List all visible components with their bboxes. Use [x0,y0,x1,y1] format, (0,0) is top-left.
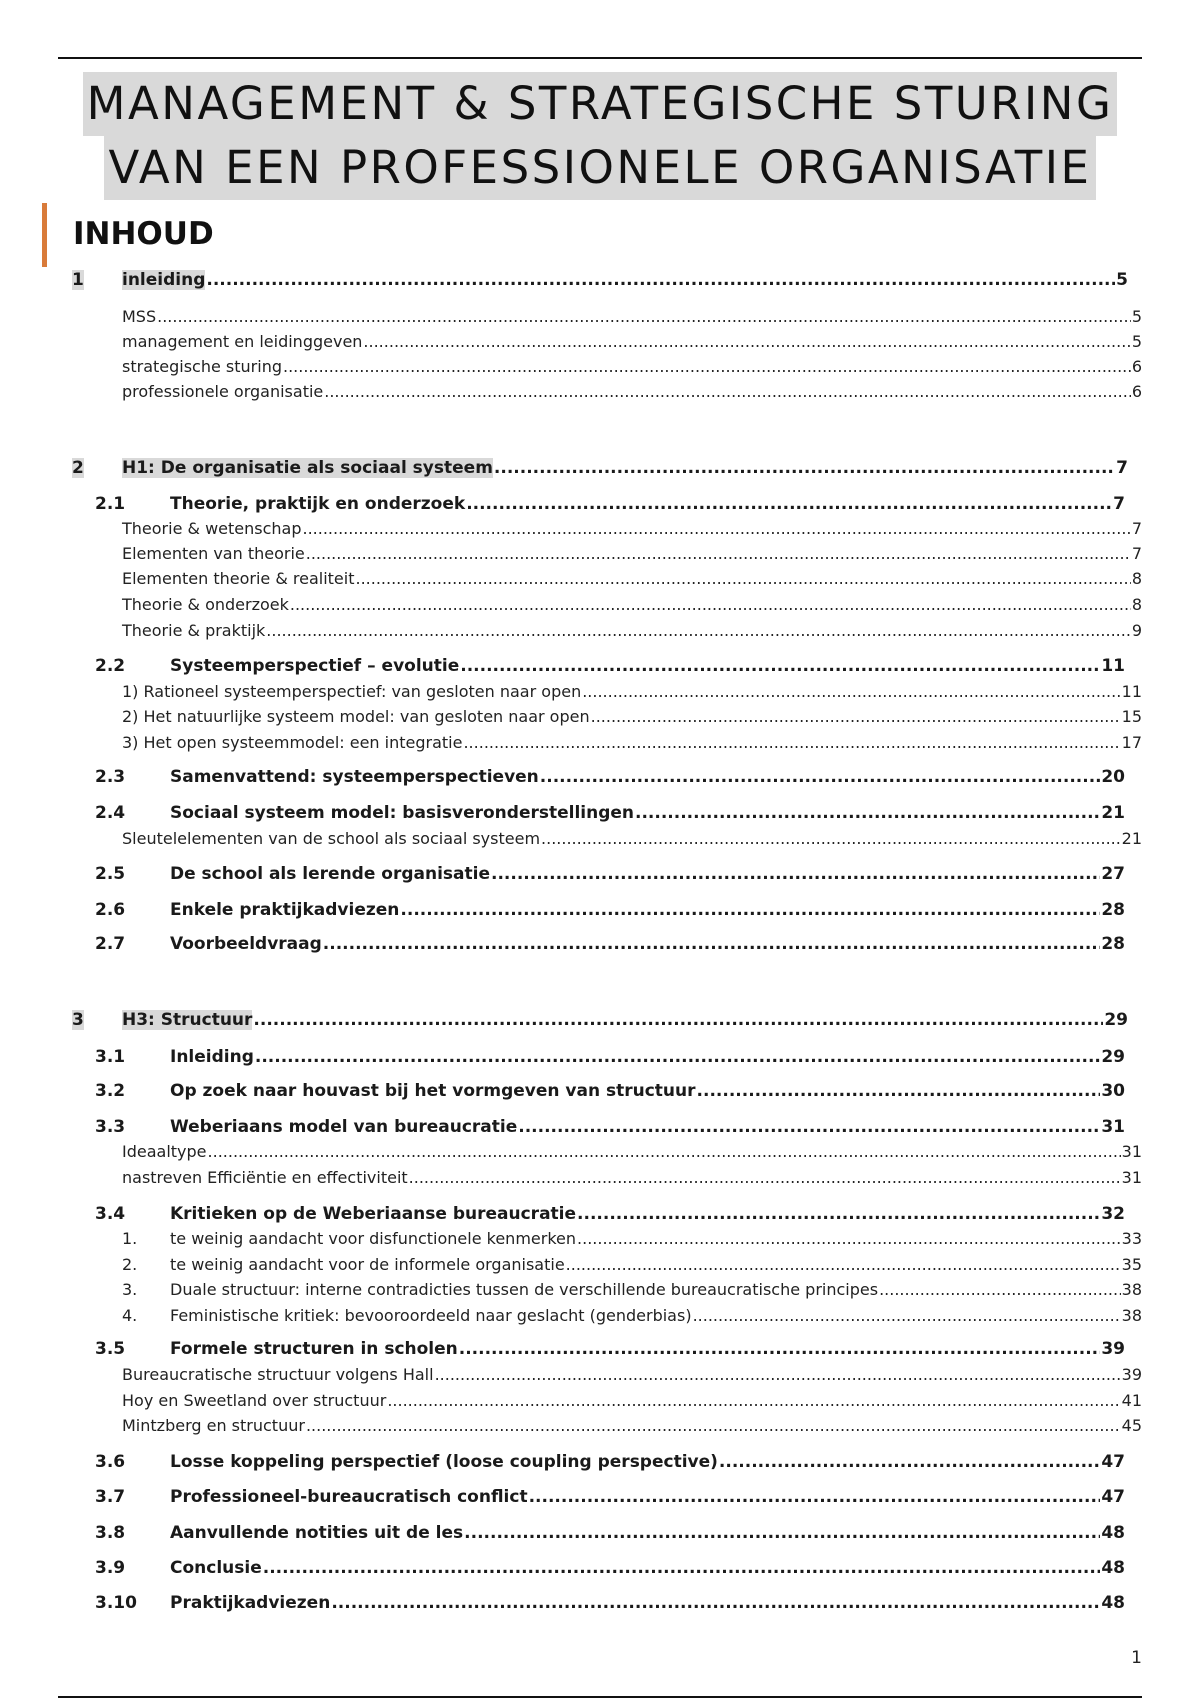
toc-section[interactable] [95,803,1125,823]
toc-page: 35 [1121,1255,1142,1274]
toc-label: Systeemperspectief – evolutie [170,656,460,676]
toc-page: 48 [1101,1558,1125,1578]
toc-section[interactable] [95,900,1125,920]
toc-section[interactable] [95,1487,1125,1507]
toc-label: Voorbeeldvraag [170,934,322,954]
toc-item[interactable] [122,1365,1142,1384]
toc-page: 27 [1101,864,1125,884]
heading-accent-bar [42,203,47,267]
toc-page: 41 [1121,1391,1142,1410]
toc-number: 2.1 [95,494,126,514]
toc-label: Theorie & praktijk [122,621,266,640]
toc-number: 2.2 [95,656,126,676]
toc-page: 7 [1113,494,1125,514]
toc-label: 3) Het open systeemmodel: een integratie [122,733,463,752]
toc-item[interactable] [122,1168,1142,1187]
toc-label: Bureaucratische structuur volgens Hall [122,1365,434,1384]
toc-item[interactable] [122,1229,1142,1248]
title-line-1: MANAGEMENT & STRATEGISCHE STURING [83,72,1118,136]
toc-page: 9 [1131,621,1142,640]
toc-label: Hoy en Sweetland over structuur [122,1391,387,1410]
toc-section[interactable] [95,1593,1125,1613]
toc-label: Theorie, praktijk en onderzoek [170,494,466,514]
toc-label: professionele organisatie [122,382,324,401]
toc-page: 31 [1121,1168,1142,1187]
toc-section[interactable] [95,1452,1125,1472]
toc-number: 3.7 [95,1487,126,1507]
toc-number: 1. [122,1229,138,1248]
toc-number: 2.6 [95,900,126,920]
toc-number: 3.3 [95,1117,126,1137]
toc-section[interactable] [95,767,1125,787]
toc-item[interactable] [122,1142,1142,1161]
toc-item[interactable] [122,1280,1142,1299]
toc-page: 21 [1121,829,1142,848]
toc-label: MSS [122,307,157,326]
top-rule [58,57,1142,59]
toc-page: 47 [1101,1487,1125,1507]
toc-item[interactable] [122,621,1142,640]
toc-number: 3.6 [95,1452,126,1472]
toc-section[interactable] [95,1081,1125,1101]
toc-label: Op zoek naar houvast bij het vormgeven van structuur [170,1081,696,1101]
toc-page: 28 [1101,934,1125,954]
toc-label: Formele structuren in scholen [170,1339,458,1359]
toc-label: Kritieken op de Weberiaanse bureaucratie [170,1204,577,1224]
toc-page: 7 [1116,458,1128,478]
toc-item[interactable] [122,707,1142,726]
toc-page: 38 [1121,1306,1142,1325]
toc-label: Theorie & wetenschap [122,519,302,538]
toc-page: 5 [1116,270,1128,290]
toc-label: management en leidinggeven [122,332,363,351]
section-title: INHOUD [73,216,214,252]
toc-page: 5 [1131,307,1142,326]
toc-item[interactable] [122,544,1142,563]
toc-page: 30 [1101,1081,1125,1101]
toc-page: 48 [1101,1523,1125,1543]
toc-page: 31 [1101,1117,1125,1137]
toc-number: 3. [122,1280,138,1299]
toc-label: Praktijkadviezen [170,1593,331,1613]
toc-page: 48 [1101,1593,1125,1613]
toc-label: Ideaaltype [122,1142,207,1161]
toc-label: Conclusie [170,1558,262,1578]
toc-label: Weberiaans model van bureaucratie [170,1117,518,1137]
toc-chapter[interactable] [72,458,1128,478]
toc-page: 32 [1101,1204,1125,1224]
toc-number: 3.8 [95,1523,126,1543]
toc-section[interactable] [95,656,1125,676]
toc-chapter[interactable] [72,270,1128,290]
toc-item[interactable] [122,1255,1142,1274]
toc-label: Mintzberg en structuur [122,1416,305,1435]
toc-page: 20 [1101,767,1125,787]
toc-number: 3.10 [95,1593,137,1613]
toc-label: Elementen theorie & realiteit [122,569,355,588]
toc-label: inleiding [122,270,206,290]
toc-number: 1 [72,270,84,290]
bottom-rule [58,1696,1142,1698]
toc-label: te weinig aandacht voor disfunctionele kenmerken [170,1229,577,1248]
toc-item[interactable] [122,519,1142,538]
toc-page: 17 [1121,733,1142,752]
toc-page: 39 [1121,1365,1142,1384]
toc-label: Losse koppeling perspectief (loose coupling perspective) [170,1452,718,1472]
toc-page: 38 [1121,1280,1142,1299]
toc-label: De school als lerende organisatie [170,864,490,884]
toc-page: 6 [1131,357,1142,376]
toc-section[interactable] [95,494,1125,514]
toc-page: 45 [1121,1416,1142,1435]
toc-label: 1) Rationeel systeemperspectief: van gesloten naar open [122,682,582,701]
toc-label: Feministische kritiek: bevooroordeeld naar geslacht (genderbias) [170,1306,692,1325]
toc-section[interactable] [95,934,1125,954]
toc-section[interactable] [95,1204,1125,1224]
toc-page: 11 [1101,656,1125,676]
toc-number: 2.7 [95,934,126,954]
toc-section[interactable] [95,1047,1125,1067]
toc-number: 2.5 [95,864,126,884]
toc-page: 15 [1121,707,1142,726]
toc-section[interactable] [95,1558,1125,1578]
toc-section[interactable] [95,864,1125,884]
toc-number: 2 [72,458,84,478]
toc-section[interactable] [95,1339,1125,1359]
toc-number: 2.3 [95,767,126,787]
toc-item[interactable] [122,307,1142,326]
toc-number: 3 [72,1010,84,1030]
toc-chapter[interactable] [72,1010,1128,1030]
toc-page: 31 [1121,1142,1142,1161]
page-number: 1 [1131,1648,1142,1668]
toc-page: 11 [1121,682,1142,701]
toc-page: 5 [1131,332,1142,351]
toc-page: 21 [1101,803,1125,823]
toc-number: 3.9 [95,1558,126,1578]
toc-label: nastreven Efficiëntie en effectiviteit [122,1168,408,1187]
toc-page: 7 [1131,544,1142,563]
toc-item[interactable] [122,382,1142,401]
toc-item[interactable] [122,569,1142,588]
toc-label: Duale structuur: interne contradicties tussen de verschillende bureaucratische principes [170,1280,879,1299]
toc-label: H1: De organisatie als sociaal systeem [122,458,493,478]
toc-number: 2.4 [95,803,126,823]
toc-item[interactable] [122,332,1142,351]
toc-label: strategische sturing [122,357,282,376]
toc-label: Professioneel-bureaucratisch conflict [170,1487,528,1507]
toc-item[interactable] [122,1416,1142,1435]
toc-label: Theorie & onderzoek [122,595,289,614]
toc-item[interactable] [122,357,1142,376]
toc-item[interactable] [122,1306,1142,1325]
toc-number: 2. [122,1255,138,1274]
toc-item[interactable] [122,733,1142,752]
toc-label: H3: Structuur [122,1010,253,1030]
toc-number: 3.5 [95,1339,126,1359]
toc-page: 33 [1121,1229,1142,1248]
toc-page: 8 [1131,595,1142,614]
document-title [0,72,1200,200]
toc-label: te weinig aandacht voor de informele organisatie [170,1255,565,1274]
toc-page: 29 [1101,1047,1125,1067]
toc-section[interactable] [95,1117,1125,1137]
toc-page: 6 [1131,382,1142,401]
toc-label: Sleutelelementen van de school als sociaal systeem [122,829,541,848]
toc-item[interactable] [122,595,1142,614]
toc-label: Inleiding [170,1047,254,1067]
toc-page: 29 [1104,1010,1128,1030]
toc-page: 39 [1101,1339,1125,1359]
toc-label: Aanvullende notities uit de les [170,1523,464,1543]
toc-label: Enkele praktijkadviezen [170,900,400,920]
toc-page: 28 [1101,900,1125,920]
toc-number: 3.1 [95,1047,126,1067]
toc-page: 47 [1101,1452,1125,1472]
toc-section[interactable] [95,1523,1125,1543]
toc-page: 8 [1131,569,1142,588]
toc-number: 3.4 [95,1204,126,1224]
toc-item[interactable] [122,829,1142,848]
toc-label: Samenvattend: systeemperspectieven [170,767,539,787]
toc-number: 3.2 [95,1081,126,1101]
toc-label: 2) Het natuurlijke systeem model: van gesloten naar open [122,707,590,726]
title-line-2: VAN EEN PROFESSIONELE ORGANISATIE [104,136,1095,200]
toc-label: Sociaal systeem model: basisveronderstellingen [170,803,635,823]
toc-label: Elementen van theorie [122,544,305,563]
toc-page: 7 [1131,519,1142,538]
toc-number: 4. [122,1306,138,1325]
toc-item[interactable] [122,1391,1142,1410]
toc-item[interactable] [122,682,1142,701]
